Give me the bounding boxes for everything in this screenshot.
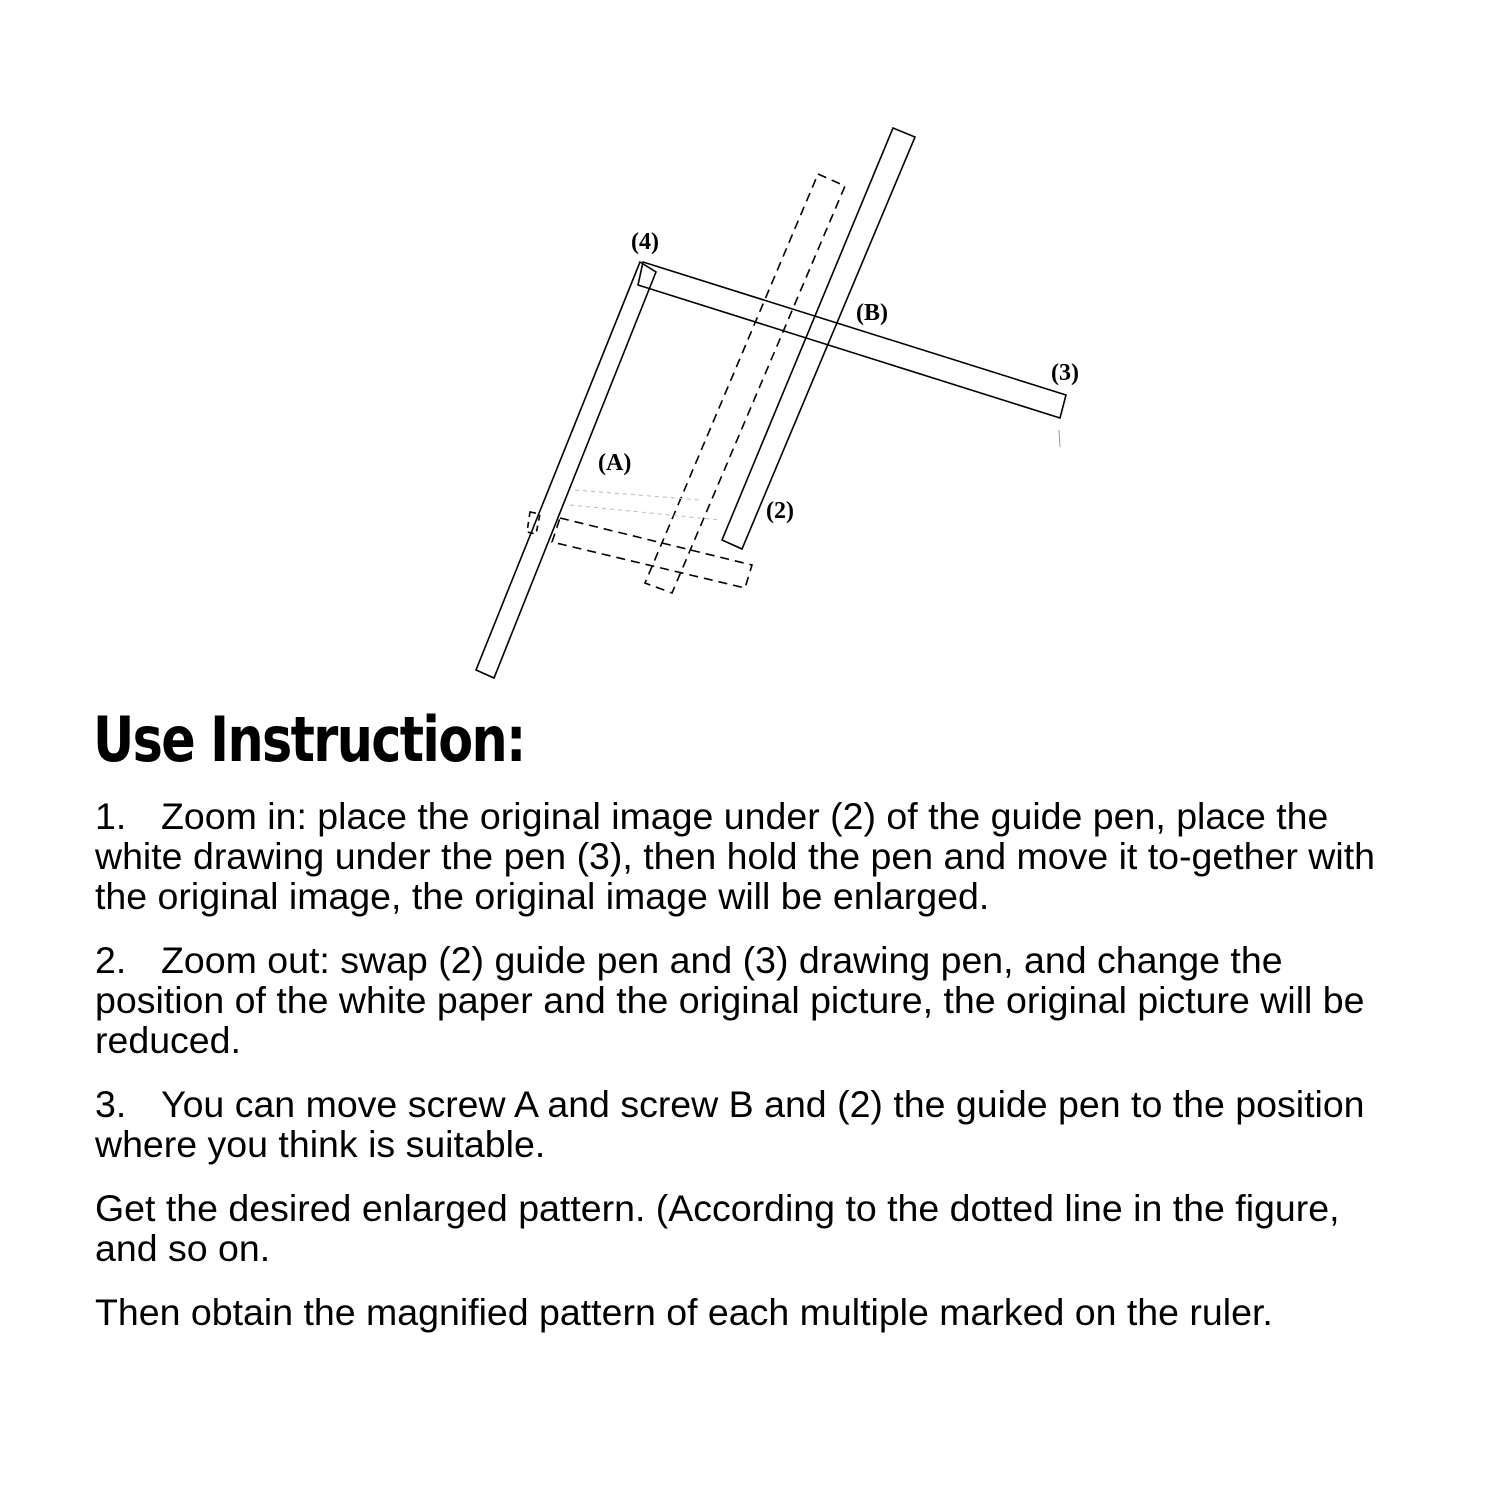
step-3 — [95, 1084, 1395, 1164]
dashed-short-bar — [552, 518, 752, 588]
label-a: (A) — [598, 450, 632, 476]
dashed-long-arm — [645, 174, 845, 593]
step-text: Zoom out: swap (2) guide pen and (3) drawing pen, and change the position of the white paper and the original picture, the original picture will be reduced. — [95, 939, 1365, 1061]
step-1 — [95, 796, 1395, 916]
note-enlarged-pattern: Get the desired enlarged pattern. (According to the dotted line in the figure, and so on. — [95, 1187, 1340, 1269]
label-3: (3) — [1051, 360, 1079, 386]
label-b: (B) — [856, 300, 888, 326]
page-title: Use Instruction: — [93, 703, 525, 776]
label-4: (4) — [631, 229, 659, 255]
label-2: (2) — [766, 498, 794, 524]
step-text: You can move screw A and screw B and (2) the guide pen to the position where you think is suitable. — [95, 1083, 1365, 1165]
step-number: 3. — [95, 1083, 127, 1125]
pantograph-diagram — [0, 0, 1500, 700]
step-number: 1. — [95, 795, 127, 837]
step-number: 2. — [95, 939, 127, 981]
instruction-list — [95, 796, 1395, 1356]
step-text: Zoom in: place the original image under (2) of the guide pen, place the white drawing under the pen (3), then hold the pen and move it to-gether with the original image, the original image will be enlarged. — [95, 795, 1375, 917]
step-2 — [95, 940, 1395, 1060]
note-magnified-pattern: Then obtain the magnified pattern of each multiple marked on the ruler. — [95, 1291, 1273, 1333]
